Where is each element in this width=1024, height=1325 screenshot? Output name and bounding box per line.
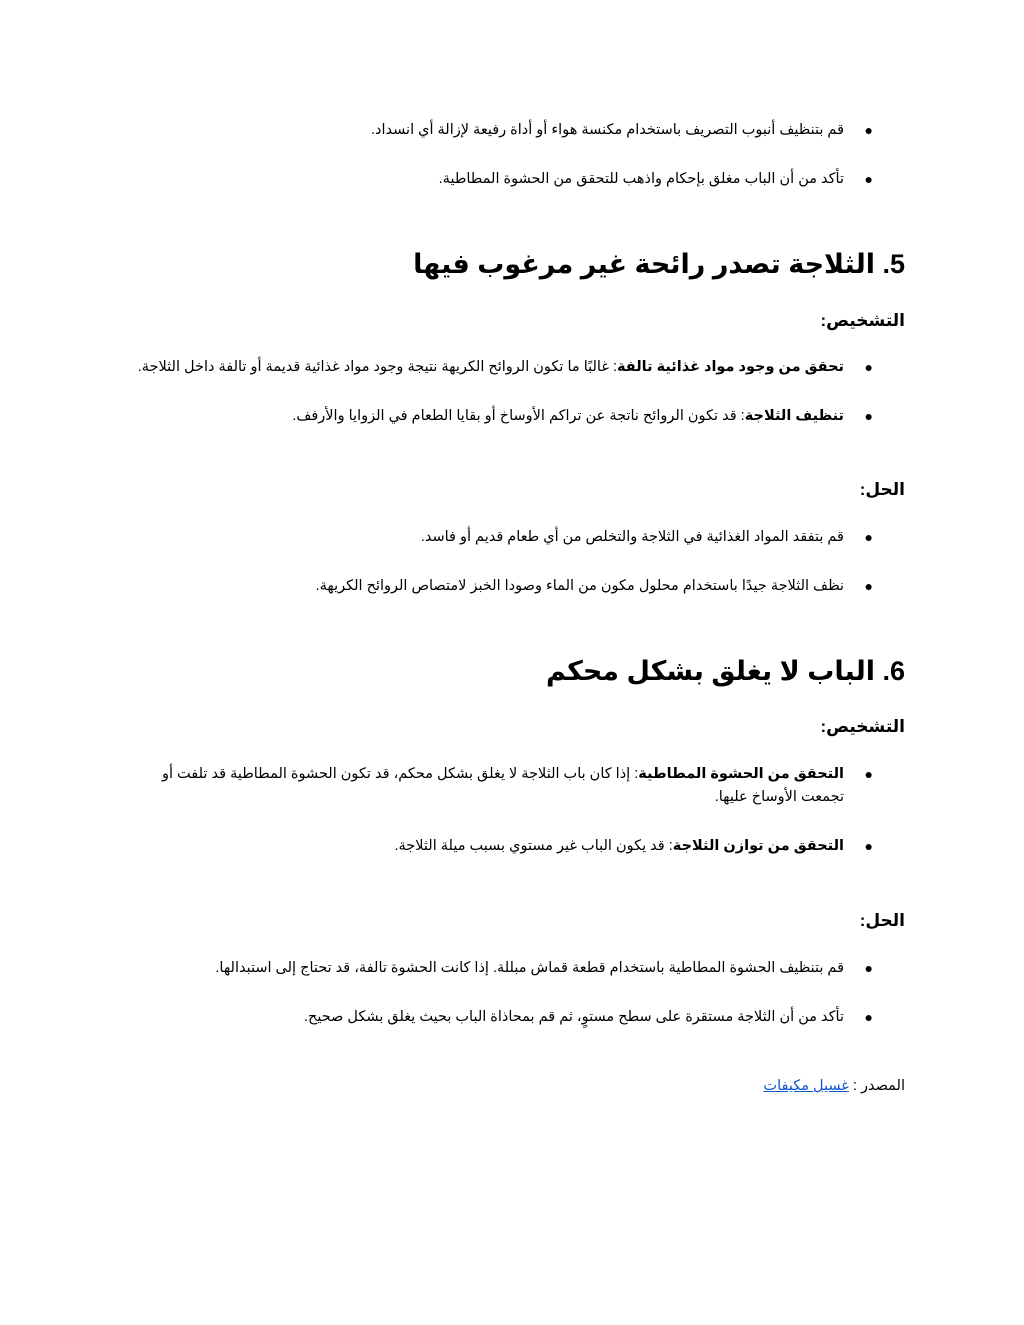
list-item-text: : قد يكون الباب غير مستوي بسبب ميلة الثلاجة. (394, 838, 673, 854)
list-item (120, 763, 905, 809)
list-item (120, 119, 905, 142)
source-label: المصدر : (852, 1078, 905, 1094)
section-6-solution-block (120, 957, 905, 1029)
section-5-diagnosis-title: التشخيص: (820, 311, 905, 330)
list-item-bold: تنظيف الثلاجة (744, 408, 844, 424)
bullet-icon: ● (864, 1009, 873, 1025)
list-item-text: قم بتفقد المواد الغذائية في الثلاجة والتخلص من أي طعام قديم أو فاسد. (420, 529, 844, 545)
section-6-diagnosis-block (120, 763, 905, 858)
list-item (120, 168, 905, 191)
list-item-text: قم بتنظيف أنبوب التصريف باستخدام مكنسة هواء أو أداة رفيعة لإزالة أي انسداد. (370, 122, 844, 138)
list-item-text: : قد تكون الروائح ناتجة عن تراكم الأوساخ أو بقايا الطعام في الزوايا والأرفف. (292, 408, 745, 424)
list-item (120, 957, 905, 980)
list-item-text: قم بتنظيف الحشوة المطاطية باستخدام قطعة قماش مبللة. إذا كانت الحشوة تالفة، قد تحتاج إلى استبدالها. (215, 960, 844, 976)
list-item-text: نظف الثلاجة جيدًا باستخدام محلول مكون من الماء وصودا الخبز لامتصاص الروائح الكريهة. (315, 578, 844, 594)
intro-list (120, 119, 905, 191)
bullet-icon: ● (864, 171, 873, 187)
bullet-icon: ● (864, 838, 873, 854)
section-6-solution-list (120, 957, 905, 1029)
list-item (120, 526, 905, 549)
list-item-text: : غالبًا ما تكون الروائح الكريهة نتيجة وجود مواد غذائية قديمة أو تالفة داخل الثلاجة. (137, 359, 617, 375)
bullet-icon: ● (864, 122, 873, 138)
list-item-text: تأكد من أن الباب مغلق بإحكام واذهب للتحقق من الحشوة المطاطية. (438, 171, 844, 187)
list-item-text: تأكد من أن الثلاجة مستقرة على سطح مستوٍ، ثم قم بمحاذاة الباب بحيث يغلق بشكل صحيح. (303, 1009, 844, 1025)
list-item-bold: التحقق من الحشوة المطاطية (638, 766, 844, 782)
section-5-solution-list (120, 526, 905, 598)
source-link[interactable]: غسيل مكيفات (763, 1078, 849, 1094)
bullet-icon: ● (864, 578, 873, 594)
list-item-bold: تحقق من وجود مواد غذائية تالفة (616, 359, 844, 375)
section-6-solution-title: الحل: (859, 911, 905, 930)
section-6-diagnosis-title: التشخيص: (820, 717, 905, 736)
bullet-icon: ● (864, 408, 873, 424)
list-item (120, 356, 905, 379)
bullet-icon: ● (864, 960, 873, 976)
list-item (120, 1006, 905, 1029)
bullet-icon: ● (864, 359, 873, 375)
section-5-solution-block (120, 526, 905, 598)
list-item (120, 835, 905, 858)
section-6-heading: 6. الباب لا يغلق بشكل محكم (545, 656, 905, 686)
section-5-heading: 5. الثلاجة تصدر رائحة غير مرغوب فيها (413, 249, 905, 279)
section-5-diagnosis-block (120, 356, 905, 428)
list-item-bold: التحقق من توازن الثلاجة (672, 838, 844, 854)
section-5-solution-title: الحل: (859, 480, 905, 499)
bullet-icon: ● (864, 529, 873, 545)
section-6-diagnosis-list (120, 763, 905, 858)
section-5-diagnosis-list (120, 356, 905, 428)
source-line (763, 1075, 905, 1097)
list-item (120, 405, 905, 428)
intro-list-block (120, 119, 905, 191)
bullet-icon: ● (864, 766, 873, 782)
list-item (120, 575, 905, 598)
list-item-text: : إذا كان باب الثلاجة لا يغلق بشكل محكم، قد تكون الحشوة المطاطية قد تلفت أو تجمعت الأوساخ عليها. (162, 766, 844, 805)
